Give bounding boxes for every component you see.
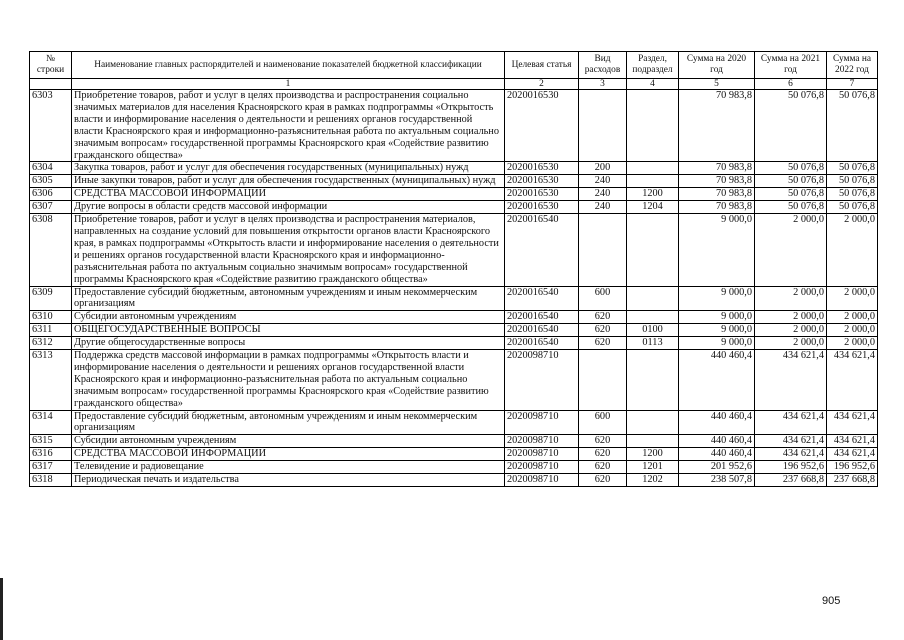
- sum-2021-cell: 2 000,0: [755, 337, 827, 350]
- row-number-cell: 6313: [30, 350, 72, 411]
- row-number-cell: 6315: [30, 435, 72, 448]
- target-item-cell: 2020016540: [505, 324, 579, 337]
- sum-2021-cell: 2 000,0: [755, 311, 827, 324]
- table-row: [30, 474, 878, 487]
- column-number: 4: [627, 79, 679, 90]
- sum-2021-cell: 237 668,8: [755, 474, 827, 487]
- sum-2021-cell: 50 076,8: [755, 188, 827, 201]
- sum-2020-cell: 9 000,0: [679, 214, 755, 286]
- sum-2022-cell: 2 000,0: [827, 214, 878, 286]
- section-cell: [627, 286, 679, 311]
- table-row: [30, 448, 878, 461]
- target-item-cell: 2020098710: [505, 350, 579, 411]
- expense-type-cell: 620: [579, 324, 627, 337]
- sum-2022-cell: 2 000,0: [827, 337, 878, 350]
- column-number: 5: [679, 79, 755, 90]
- sum-2021-cell: 434 621,4: [755, 410, 827, 435]
- expense-type-cell: 620: [579, 474, 627, 487]
- target-item-cell: 2020016540: [505, 337, 579, 350]
- table-body: [30, 90, 878, 487]
- row-number-cell: 6303: [30, 90, 72, 162]
- table-row: [30, 162, 878, 175]
- sum-2022-cell: 2 000,0: [827, 324, 878, 337]
- sum-2021-cell: 50 076,8: [755, 90, 827, 162]
- table-row: [30, 461, 878, 474]
- sum-2022-cell: 2 000,0: [827, 311, 878, 324]
- table-row: [30, 324, 878, 337]
- sum-2020-cell: 238 507,8: [679, 474, 755, 487]
- sum-2020-cell: 70 983,8: [679, 162, 755, 175]
- target-item-cell: 2020016540: [505, 311, 579, 324]
- sum-2021-cell: 50 076,8: [755, 201, 827, 214]
- sum-2022-cell: 50 076,8: [827, 90, 878, 162]
- row-name-cell: Поддержка средств массовой информации в рамках подпрограммы «Открытость власти и информирование населения о деятельности и решениях органов государственной власти Красноярского края и информационно-разъяснительная работа по актуальным социально значимым вопросам» государственной программы Красноярского края «Содействие развитию гражданского общества»: [72, 350, 505, 411]
- expense-type-cell: [579, 214, 627, 286]
- row-number-cell: 6317: [30, 461, 72, 474]
- sum-2022-cell: 434 621,4: [827, 435, 878, 448]
- expense-type-cell: 240: [579, 175, 627, 188]
- budget-table: [29, 51, 878, 487]
- row-name-cell: Другие общегосударственные вопросы: [72, 337, 505, 350]
- sum-2022-cell: 434 621,4: [827, 448, 878, 461]
- sum-2021-cell: 50 076,8: [755, 162, 827, 175]
- expense-type-cell: 240: [579, 188, 627, 201]
- section-cell: [627, 410, 679, 435]
- sum-2022-cell: 50 076,8: [827, 188, 878, 201]
- target-item-cell: 2020098710: [505, 461, 579, 474]
- row-number-cell: 6311: [30, 324, 72, 337]
- sum-2020-cell: 440 460,4: [679, 435, 755, 448]
- page-number: 905: [822, 595, 841, 607]
- sum-2020-cell: 9 000,0: [679, 311, 755, 324]
- sum-2022-cell: 50 076,8: [827, 162, 878, 175]
- sum-2021-cell: 2 000,0: [755, 286, 827, 311]
- section-cell: [627, 311, 679, 324]
- sum-2021-cell: 196 952,6: [755, 461, 827, 474]
- header-expense-type: Вид расходов: [579, 52, 627, 79]
- header-sum-2020: Сумма на 2020 год: [679, 52, 755, 79]
- header-sum-2022: Сумма на 2022 год: [827, 52, 878, 79]
- sum-2022-cell: 237 668,8: [827, 474, 878, 487]
- column-number: 1: [72, 79, 505, 90]
- row-number-cell: 6309: [30, 286, 72, 311]
- expense-type-cell: [579, 90, 627, 162]
- target-item-cell: 2020016540: [505, 214, 579, 286]
- row-name-cell: Телевидение и радиовещание: [72, 461, 505, 474]
- expense-type-cell: 620: [579, 461, 627, 474]
- table-header-row: [30, 52, 878, 79]
- expense-type-cell: 620: [579, 435, 627, 448]
- sum-2020-cell: 9 000,0: [679, 286, 755, 311]
- header-sum-2021: Сумма на 2021 год: [755, 52, 827, 79]
- column-number: [30, 79, 72, 90]
- sum-2022-cell: 50 076,8: [827, 175, 878, 188]
- expense-type-cell: 600: [579, 410, 627, 435]
- table-row: [30, 410, 878, 435]
- sum-2020-cell: 440 460,4: [679, 410, 755, 435]
- row-name-cell: ОБЩЕГОСУДАРСТВЕННЫЕ ВОПРОСЫ: [72, 324, 505, 337]
- sum-2020-cell: 70 983,8: [679, 201, 755, 214]
- table-row: [30, 311, 878, 324]
- sum-2021-cell: 50 076,8: [755, 175, 827, 188]
- row-name-cell: СРЕДСТВА МАССОВОЙ ИНФОРМАЦИИ: [72, 188, 505, 201]
- row-name-cell: Приобретение товаров, работ и услуг в целях производства и распространения материалов, направленных на создание условий для повышения открытости органов власти Красноярского края, в рамках подпрограммы «Открытость власти и информирование населения о деятельности и решениях органов государственной власти Красноярского края и информационно-разъяснительная работа по актуальным социально значимым вопросам» государственной программы Красноярского края «Содействие развитию гражданского общества»: [72, 214, 505, 286]
- column-number: 3: [579, 79, 627, 90]
- table-row: [30, 214, 878, 286]
- target-item-cell: 2020098710: [505, 435, 579, 448]
- section-cell: [627, 162, 679, 175]
- header-section: Раздел, подраздел: [627, 52, 679, 79]
- row-number-cell: 6312: [30, 337, 72, 350]
- row-number-cell: 6307: [30, 201, 72, 214]
- section-cell: 1204: [627, 201, 679, 214]
- row-name-cell: Субсидии автономным учреждениям: [72, 311, 505, 324]
- sum-2022-cell: 434 621,4: [827, 350, 878, 411]
- section-cell: [627, 350, 679, 411]
- table-row: [30, 201, 878, 214]
- expense-type-cell: 600: [579, 286, 627, 311]
- header-row-number: № строки: [30, 52, 72, 79]
- target-item-cell: 2020016530: [505, 188, 579, 201]
- table-row: [30, 175, 878, 188]
- section-cell: [627, 90, 679, 162]
- target-item-cell: 2020016530: [505, 175, 579, 188]
- table-row: [30, 350, 878, 411]
- section-cell: 1202: [627, 474, 679, 487]
- expense-type-cell: 620: [579, 448, 627, 461]
- column-number: 7: [827, 79, 878, 90]
- row-number-cell: 6308: [30, 214, 72, 286]
- sum-2021-cell: 434 621,4: [755, 435, 827, 448]
- row-number-cell: 6306: [30, 188, 72, 201]
- row-name-cell: Иные закупки товаров, работ и услуг для обеспечения государственных (муниципальных) нужд: [72, 175, 505, 188]
- target-item-cell: 2020098710: [505, 448, 579, 461]
- row-name-cell: Другие вопросы в области средств массовой информации: [72, 201, 505, 214]
- sum-2020-cell: 9 000,0: [679, 337, 755, 350]
- target-item-cell: 2020016530: [505, 90, 579, 162]
- row-number-cell: 6316: [30, 448, 72, 461]
- expense-type-cell: [579, 350, 627, 411]
- sum-2021-cell: 2 000,0: [755, 214, 827, 286]
- target-item-cell: 2020016540: [505, 286, 579, 311]
- target-item-cell: 2020098710: [505, 410, 579, 435]
- sum-2021-cell: 434 621,4: [755, 448, 827, 461]
- row-number-cell: 6304: [30, 162, 72, 175]
- section-cell: 0100: [627, 324, 679, 337]
- target-item-cell: 2020016530: [505, 162, 579, 175]
- target-item-cell: 2020098710: [505, 474, 579, 487]
- sum-2020-cell: 201 952,6: [679, 461, 755, 474]
- section-cell: 0113: [627, 337, 679, 350]
- section-cell: [627, 175, 679, 188]
- row-name-cell: Приобретение товаров, работ и услуг в целях производства и распространения социально значимых материалов для населения Красноярского края в рамках подпрограммы «Открытость власти и информирование населения о деятельности и решениях органов государственной власти Красноярского края и информационно-разъяснительная работа по актуальным социально значимым вопросам» государственной программы Красноярского края «Содействие развитию гражданского общества»: [72, 90, 505, 162]
- column-number-row: [30, 79, 878, 90]
- header-name: Наименование главных распорядителей и наименование показателей бюджетной классификации: [72, 52, 505, 79]
- section-cell: 1200: [627, 188, 679, 201]
- table-row: [30, 90, 878, 162]
- sum-2022-cell: 50 076,8: [827, 201, 878, 214]
- section-cell: 1201: [627, 461, 679, 474]
- row-name-cell: Закупка товаров, работ и услуг для обеспечения государственных (муниципальных) нужд: [72, 162, 505, 175]
- table-row: [30, 188, 878, 201]
- expense-type-cell: 620: [579, 311, 627, 324]
- sum-2020-cell: 440 460,4: [679, 448, 755, 461]
- column-number: 6: [755, 79, 827, 90]
- column-number: 2: [505, 79, 579, 90]
- section-cell: [627, 214, 679, 286]
- sum-2021-cell: 2 000,0: [755, 324, 827, 337]
- page-edge-shadow: [0, 578, 3, 640]
- expense-type-cell: 200: [579, 162, 627, 175]
- target-item-cell: 2020016530: [505, 201, 579, 214]
- row-name-cell: Предоставление субсидий бюджетным, автономным учреждениям и иным некоммерческим организациям: [72, 410, 505, 435]
- row-name-cell: Предоставление субсидий бюджетным, автономным учреждениям и иным некоммерческим организациям: [72, 286, 505, 311]
- sum-2020-cell: 9 000,0: [679, 324, 755, 337]
- row-name-cell: СРЕДСТВА МАССОВОЙ ИНФОРМАЦИИ: [72, 448, 505, 461]
- sum-2022-cell: 2 000,0: [827, 286, 878, 311]
- row-name-cell: Субсидии автономным учреждениям: [72, 435, 505, 448]
- section-cell: 1200: [627, 448, 679, 461]
- sum-2022-cell: 196 952,6: [827, 461, 878, 474]
- row-number-cell: 6310: [30, 311, 72, 324]
- sum-2020-cell: 70 983,8: [679, 188, 755, 201]
- row-number-cell: 6314: [30, 410, 72, 435]
- sum-2022-cell: 434 621,4: [827, 410, 878, 435]
- row-number-cell: 6305: [30, 175, 72, 188]
- row-name-cell: Периодическая печать и издательства: [72, 474, 505, 487]
- table-row: [30, 337, 878, 350]
- expense-type-cell: 240: [579, 201, 627, 214]
- sum-2020-cell: 70 983,8: [679, 175, 755, 188]
- expense-type-cell: 620: [579, 337, 627, 350]
- sum-2020-cell: 70 983,8: [679, 90, 755, 162]
- sum-2020-cell: 440 460,4: [679, 350, 755, 411]
- table-row: [30, 286, 878, 311]
- section-cell: [627, 435, 679, 448]
- row-number-cell: 6318: [30, 474, 72, 487]
- sum-2021-cell: 434 621,4: [755, 350, 827, 411]
- table-row: [30, 435, 878, 448]
- header-target-item: Целевая статья: [505, 52, 579, 79]
